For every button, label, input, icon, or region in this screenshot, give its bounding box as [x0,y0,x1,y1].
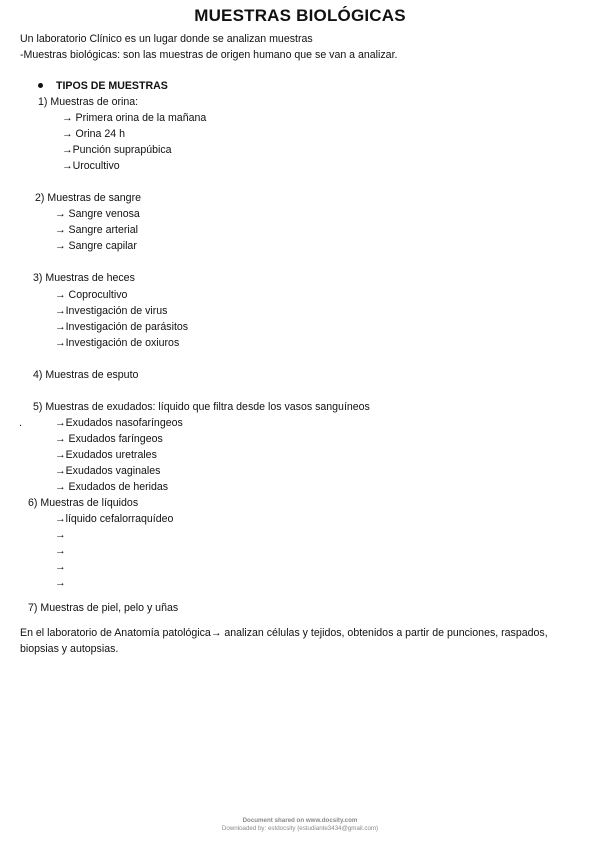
heces-item: →Investigación de virus [55,305,168,317]
liquidos-item: →líquido cefalorraquídeo [55,513,174,525]
exudados-heading: 5) Muestras de exudados: líquido que filtra desde los vasos sanguíneos [33,401,370,413]
exudados-item: → Exudados faríngeos [55,433,163,445]
liquidos-item-empty: → [55,545,66,557]
exudados-item: → Exudados de heridas [55,481,169,493]
bullet-icon [38,83,43,88]
liquidos-item-empty: → [55,561,66,573]
orina-item: →Punción suprapúbica [62,144,172,156]
sangre-item: → Sangre venosa [55,208,140,220]
footer-shared: Document shared on www.docsity.com [242,817,358,824]
stray-mark: . [19,417,22,429]
heces-item: →Investigación de parásitos [55,321,189,333]
sangre-item: → Sangre arterial [55,224,139,236]
exudados-item: →Exudados nasofaríngeos [55,417,183,429]
exudados-item: →Exudados vaginales [55,465,161,477]
orina-heading: 1) Muestras de orina: [38,96,139,108]
sangre-item: → Sangre capilar [55,240,137,252]
heces-heading: 3) Muestras de heces [33,272,135,284]
orina-item: →Urocultivo [62,160,120,172]
heces-item: →Investigación de oxiuros [55,337,180,349]
exudados-item: →Exudados uretrales [55,449,157,461]
liquidos-item-empty: → [55,577,66,589]
page-title: MUESTRAS BIOLÓGICAS [194,6,406,25]
orina-item: → Orina 24 h [62,128,126,140]
heces-item: → Coprocultivo [55,289,128,301]
orina-item: → Primera orina de la mañana [62,112,207,124]
liquidos-item-empty: → [55,529,66,541]
sangre-heading: 2) Muestras de sangre [35,192,141,204]
section-heading: TIPOS DE MUESTRAS [56,80,168,92]
closing-line-2: biopsias y autopsias. [20,643,119,655]
piel-heading: 7) Muestras de piel, pelo y uñas [28,602,179,614]
closing-line-1: En el laboratorio de Anatomía patológica→ analizan células y tejidos, obtenidos a partir de punciones, raspados, [20,627,548,639]
footer-downloaded: Downloaded by: estdocsity (estudiante3434@gmail.com) [221,825,379,832]
esputo-heading: 4) Muestras de esputo [33,369,139,381]
liquidos-heading: 6) Muestras de líquidos [28,497,139,509]
intro-line-1: Un laboratorio Clínico es un lugar donde se analizan muestras [20,33,313,45]
intro-line-2: -Muestras biológicas: son las muestras de origen humano que se van a analizar. [20,49,398,61]
